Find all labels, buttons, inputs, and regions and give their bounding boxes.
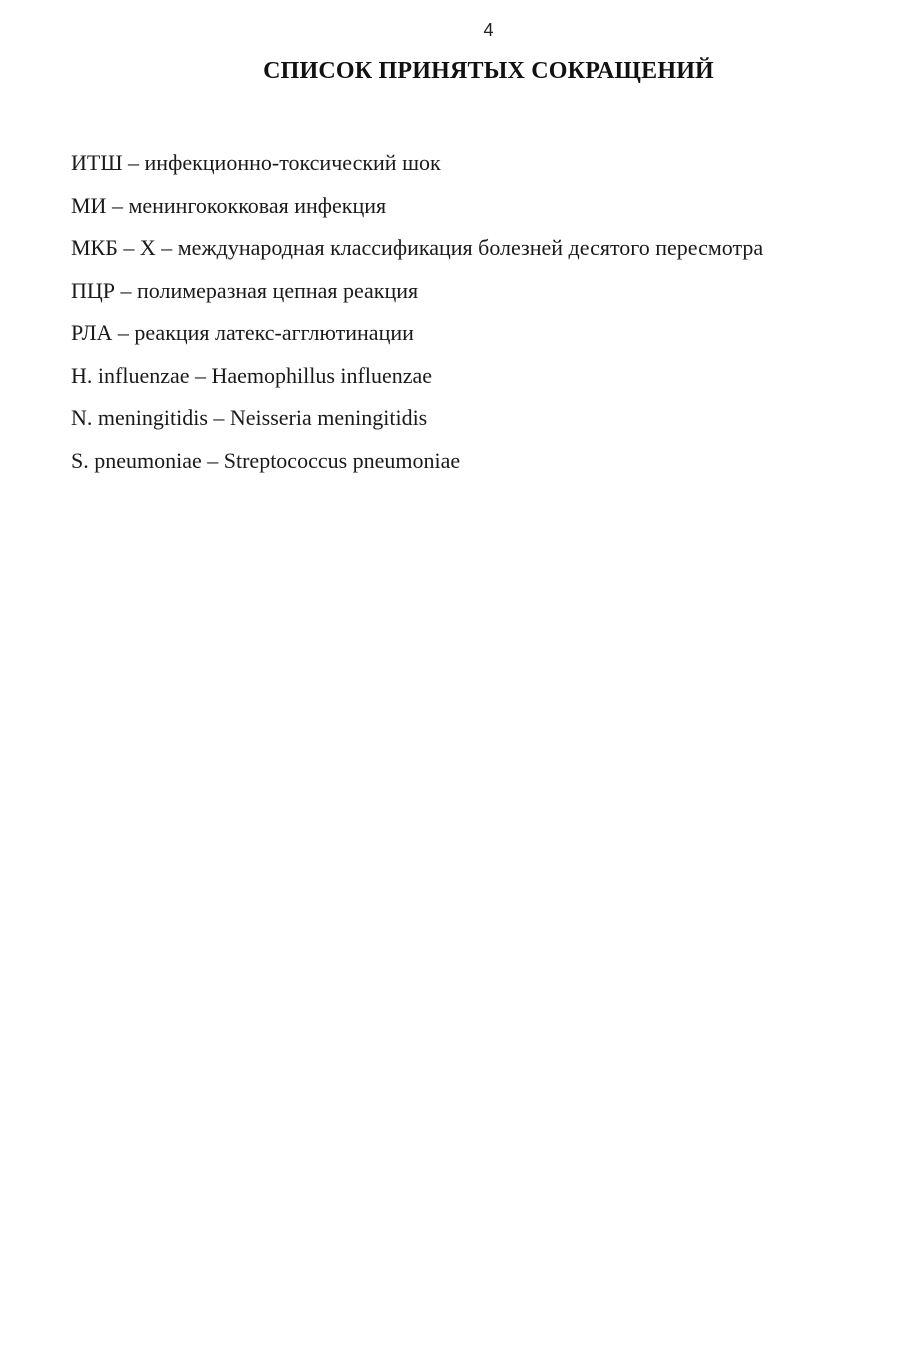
abbreviation-item-s-pneumoniae: S. pneumoniae – Streptococcus pneumoniae (71, 447, 461, 473)
abbreviation-item-itsh: ИТШ – инфекционно-токсический шок (71, 150, 441, 175)
abbreviation-item-mi: МИ – менингококковая инфекция (71, 192, 387, 218)
page-number: 4 (483, 20, 494, 40)
abbreviation-item-h-influenzae: H. influenzae – Haemophillus influenzae (71, 362, 433, 388)
page-title: СПИСОК ПРИНЯТЫХ СОКРАЩЕНИЙ (263, 58, 714, 84)
abbreviation-item-rla: РЛА – реакция латекс-агглютинации (71, 320, 414, 345)
abbreviation-item-n-meningitidis: N. meningitidis – Neisseria meningitidis (71, 405, 428, 430)
abbreviation-list (71, 142, 763, 482)
abbreviation-item-mkb: МКБ – Х – международная классификация болезней десятого пересмотра (71, 235, 764, 260)
abbreviation-item-pcr: ПЦР – полимеразная цепная реакция (71, 277, 419, 303)
